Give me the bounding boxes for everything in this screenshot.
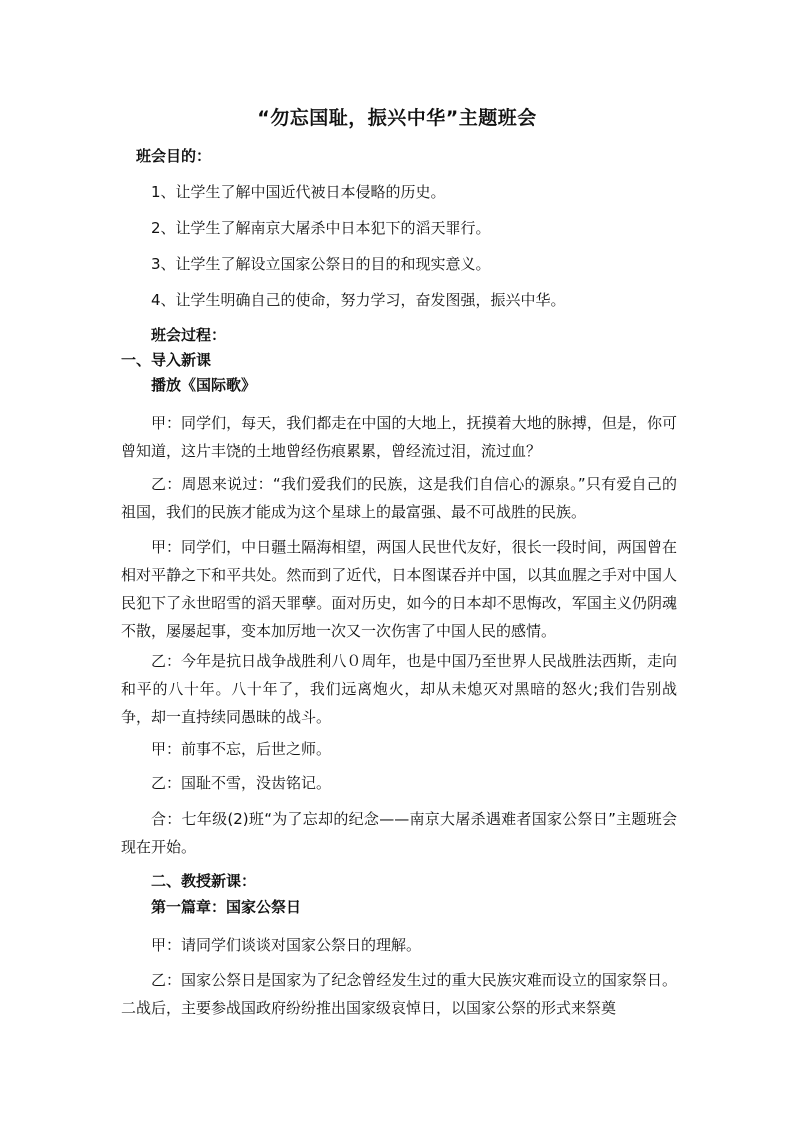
process-heading: 班会过程： [151, 326, 227, 344]
dialogue-paragraph: 合：七年级(2)班“为了忘却的纪念——南京大屠杀遇难者国家公祭日”主题班会现在开始。 [121, 810, 677, 856]
dialogue-paragraph: 乙：今年是抗日战争战胜利八０周年，也是中国乃至世界人民战胜法西斯，走向和平的八十年。八十年了，我们远离炮火，却从未熄灭对黑暗的怒火;我们告别战争，却一直持续同愚昧的战斗。 [121, 652, 677, 726]
dialogue-paragraph: 乙：周恩来说过：“我们爱我们的民族，这是我们自信心的源泉。”只有爱自己的祖国，我们的民族才能成为这个星球上的最富强、最不可战胜的民族。 [121, 475, 677, 521]
section1-subheading: 播放《国际歌》 [151, 376, 257, 394]
dialogue-paragraph: 乙：国耻不雪，没齿铭记。 [151, 774, 332, 792]
goal-item: 1、让学生了解中国近代被日本侵略的历史。 [151, 183, 446, 201]
dialogue-paragraph: 甲：请同学们谈谈对国家公祭日的理解。 [151, 936, 422, 954]
document-title: “勿忘国耻，振兴中华”主题班会 [257, 107, 537, 129]
goal-item: 3、让学生了解设立国家公祭日的目的和现实意义。 [151, 255, 491, 273]
dialogue-paragraph: 乙：国家公祭日是国家为了纪念曾经发生过的重大民族灾难而设立的国家祭日。二战后，主要参战国政府纷纷推出国家级哀悼日，以国家公祭的形式来祭奠 [121, 971, 677, 1017]
dialogue-paragraph: 甲：同学们，中日疆土隔海相望，两国人民世代友好，很长一段时间，两国曾在相对平静之下和平共处。然而到了近代，日本图谋吞并中国，以其血腥之手对中国人民犯下了永世昭雪的滔天罪孽。面对历史，如今的日本却不思悔改，军国主义仍阴魂不散，屡屡起事，变本加厉地一次又一次伤害了中国人民的感情。 [121, 538, 677, 640]
purpose-heading: 班会目的： [136, 147, 212, 165]
goal-item: 2、让学生了解南京大屠杀中日本犯下的滔天罪行。 [151, 219, 491, 237]
dialogue-paragraph: 甲：同学们，每天，我们都走在中国的大地上，抚摸着大地的脉搏，但是，你可曾知道，这片丰饶的土地曾经伤痕累累，曾经流过泪，流过血？ [121, 414, 677, 460]
section1-heading: 一、导入新课 [121, 351, 212, 369]
section2-subheading: 第一篇章：国家公祭日 [151, 898, 302, 916]
dialogue-paragraph: 甲：前事不忘，后世之师。 [151, 740, 332, 758]
goal-item: 4、让学生明确自己的使命，努力学习，奋发图强，振兴中华。 [151, 291, 566, 309]
section2-heading: 二、教授新课： [151, 872, 257, 890]
